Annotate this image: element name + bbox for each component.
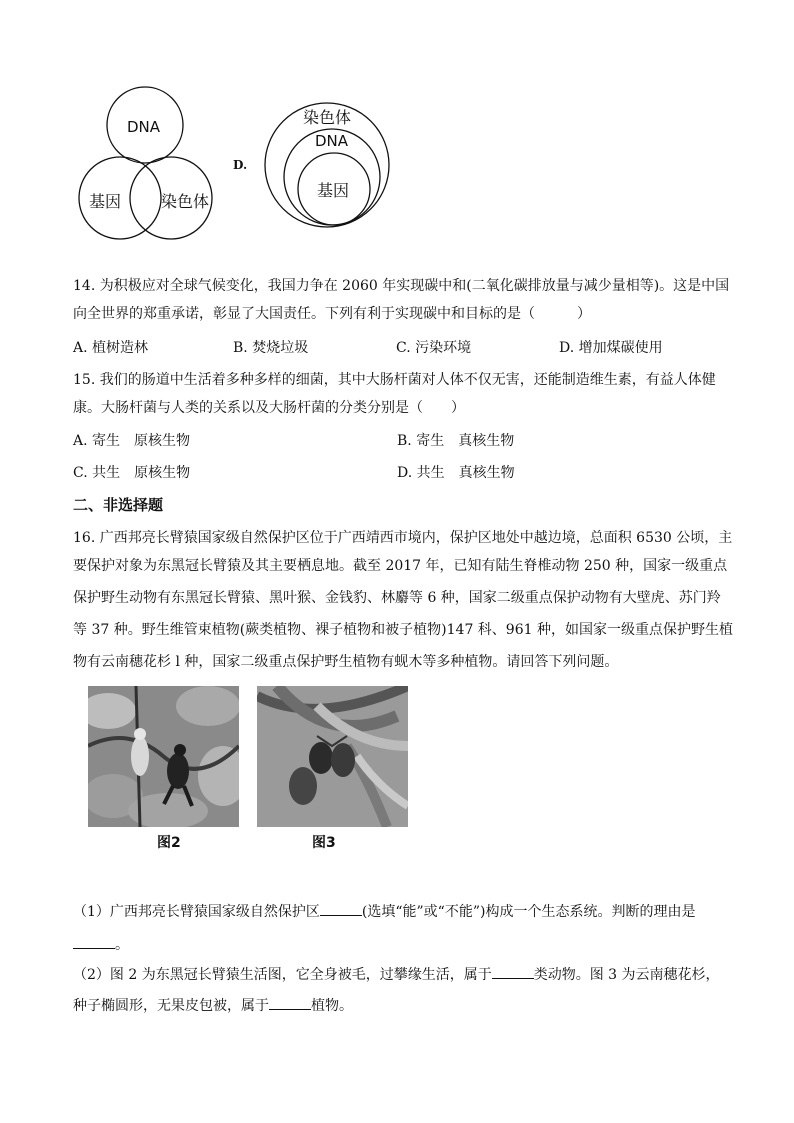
venn-c-chromosome-label: 染色体 <box>161 192 210 211</box>
figure-3-caption: 图3 <box>312 835 336 851</box>
q16-sub2-blank-2[interactable] <box>269 995 311 1010</box>
q16-sub1-text-b: (选填“能”或“不能”)构成一个生态系统。判断的理由是 <box>361 904 696 920</box>
nested-d-dna-label: DNA <box>315 132 349 150</box>
q14-option-b: B. 焚烧垃圾 <box>233 340 309 356</box>
q16-sub1-text-c: 。 <box>115 937 129 953</box>
q14-stem-line1: 14. 为积极应对全球气候变化，我国力争在 2060 年实现碳中和(二氧化碳排放量与减少量相等)。这是中国 <box>73 278 730 294</box>
nested-d-chromosome-label: 染色体 <box>303 108 352 127</box>
q14-stem-line2: 向全世界的郑重承诺，彰显了大国责任。下列有利于实现碳中和目标的是（ ） <box>73 306 591 322</box>
q16-sub2-text-d: 植物。 <box>311 998 353 1014</box>
q14-option-c: C. 污染环境 <box>396 340 472 356</box>
q16-stem-line2: 要保护对象为东黑冠长臂猿及其主要栖息地。截至 2017 年，已知有陆生脊椎动物 250 种，国家一级重点 <box>73 558 728 574</box>
q16-sub1-blank-1[interactable] <box>320 901 362 916</box>
section-heading: 二、非选择题 <box>73 496 164 514</box>
figure-2-gibbon-photo <box>88 686 239 827</box>
q16-stem-line4: 等 37 种。野生维管束植物(蕨类植物、裸子植物和被子植物)147 科、961 种，如国家一级重点保护野生植 <box>73 622 733 638</box>
q15-option-a: A. 寄生 原核生物 <box>73 433 191 449</box>
q16-sub2-line1 <box>73 964 720 985</box>
venn-c-gene-label: 基因 <box>89 192 122 211</box>
q15-stem-line2: 康。大肠杆菌与人类的关系以及大肠杆菌的分类分别是（ ） <box>73 400 465 416</box>
q16-sub2-blank-1[interactable] <box>492 964 534 979</box>
q16-sub1-blank-2[interactable] <box>73 934 115 949</box>
q16-stem-line1: 16. 广西邦亮长臂猿国家级自然保护区位于广西靖西市境内，保护区地处中越边境，总面积 6530 公顷，主 <box>73 530 733 546</box>
q16-sub2-text-c: 种子椭圆形，无果皮包被，属于 <box>73 998 269 1014</box>
q16-sub2-text-b: 类动物。图 3 为云南穗花杉， <box>533 967 720 983</box>
q16-sub1-line1 <box>73 901 695 922</box>
q15-option-d: D. 共生 真核生物 <box>397 465 515 481</box>
nested-d-gene-label: 基因 <box>317 181 350 200</box>
q14-option-d: D. 增加煤碳使用 <box>559 340 663 356</box>
q16-stem-line3: 保护野生动物有东黑冠长臂猿、黑叶猴、金钱豹、林麝等 6 种，国家二级重点保护动物有大壁虎、苏门羚 <box>73 590 721 606</box>
figure-3-plant-photo <box>257 686 408 827</box>
q16-sub1-line2 <box>73 934 129 955</box>
venn-c-dna-label: DNA <box>127 118 161 136</box>
option-d-label: D. <box>233 158 248 172</box>
figure-2-caption: 图2 <box>157 835 181 851</box>
q16-stem-line5: 物有云南穗花杉 l 种，国家二级重点保护野生植物有蚬木等多种植物。请回答下列问题。 <box>73 654 619 670</box>
q16-sub1-text-a: （1）广西邦亮长臂猿国家级自然保护区 <box>73 904 320 920</box>
q14-option-a: A. 植树造林 <box>73 340 149 356</box>
q16-sub2-line2 <box>73 995 353 1016</box>
venn-diagram-c <box>78 84 218 244</box>
q15-stem-line1: 15. 我们的肠道中生活着多种多样的细菌，其中大肠杆菌对人体不仅无害，还能制造维生素，有益人体健 <box>73 372 716 388</box>
q16-sub2-text-a: （2）图 2 为东黑冠长臂猿生活图，它全身被毛，过攀缘生活，属于 <box>73 967 492 983</box>
q15-option-c: C. 共生 原核生物 <box>73 465 191 481</box>
q15-option-b: B. 寄生 真核生物 <box>397 433 515 449</box>
